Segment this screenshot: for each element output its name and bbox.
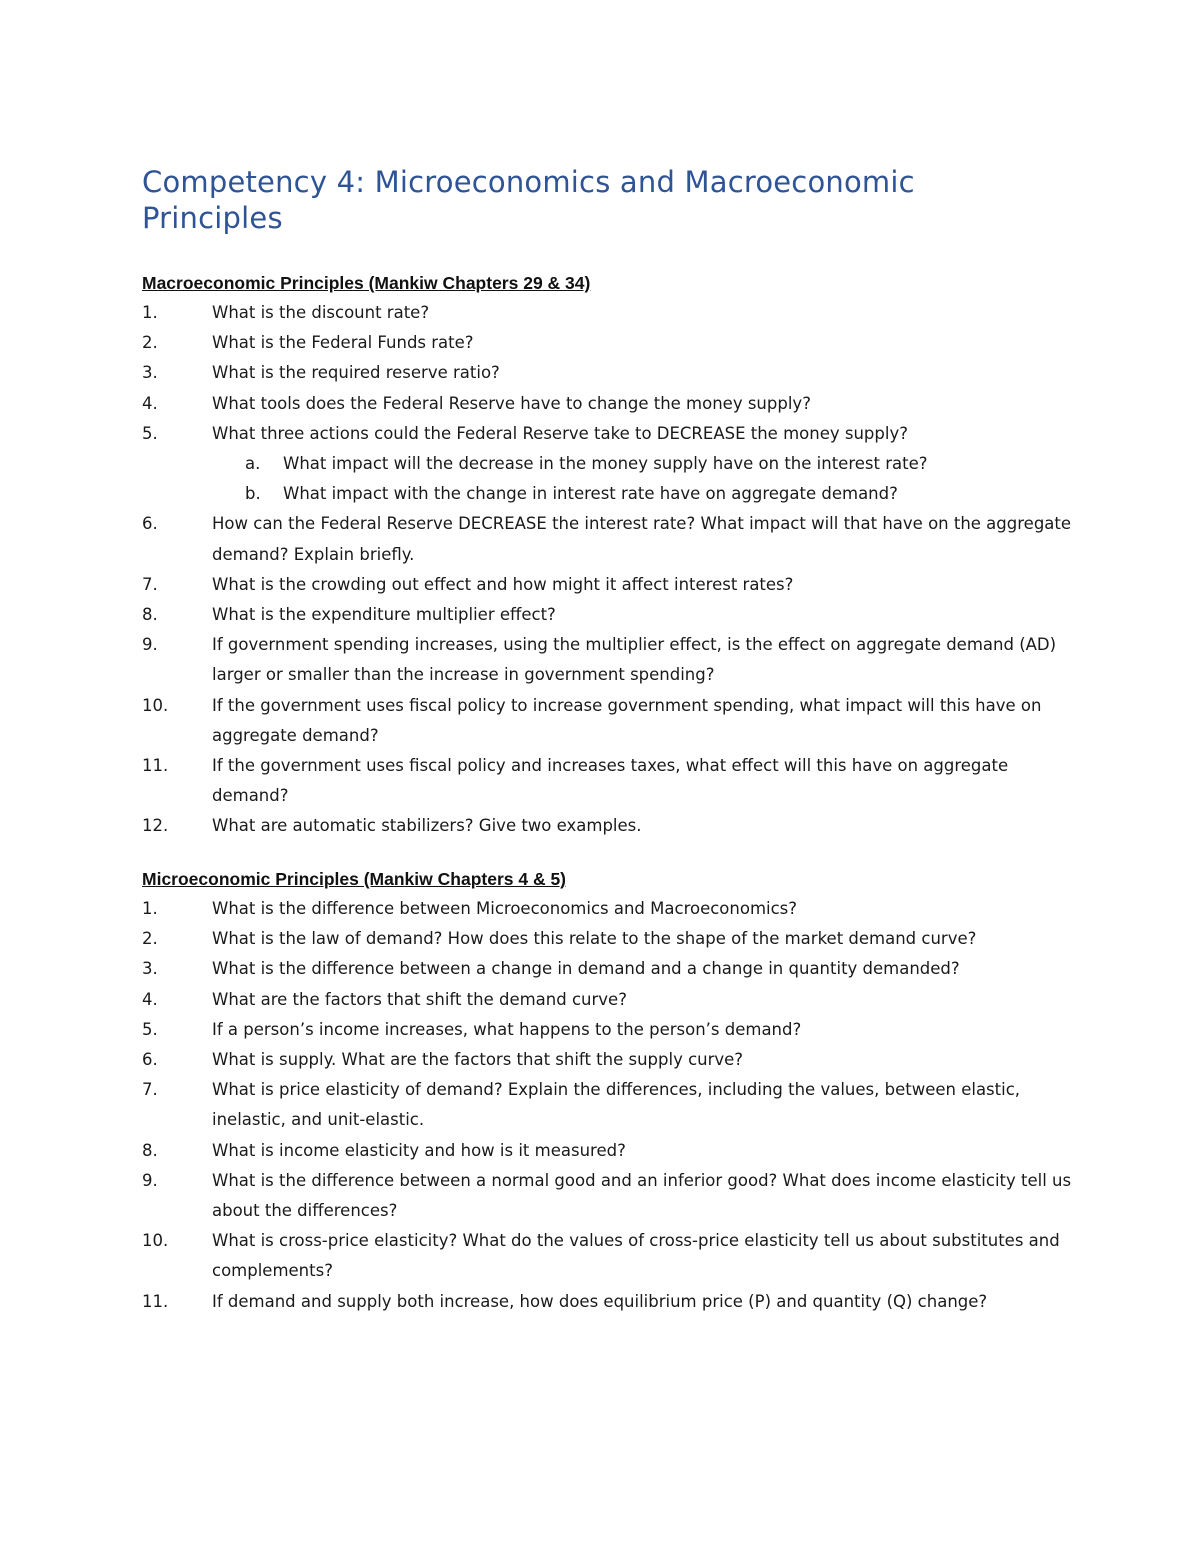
macro-section	[142, 268, 1072, 842]
list-item	[142, 1166, 1072, 1226]
item-text: What is price elasticity of demand? Explain the differences, including the values, between elastic, inelastic, and unit-elastic.	[212, 1080, 1021, 1130]
item-text: If the government uses fiscal policy to increase government spending, what impact will this have on aggregate demand?	[212, 695, 1042, 745]
item-number: 2.	[142, 333, 158, 353]
list-item	[142, 298, 1072, 328]
item-text: What tools does the Federal Reserve have to change the money supply?	[212, 393, 811, 413]
item-text: If demand and supply both increase, how does equilibrium price (P) and quantity (Q) change?	[212, 1291, 988, 1311]
item-number: 1.	[142, 899, 158, 918]
list-item	[142, 894, 1072, 924]
item-text: What is cross-price elasticity? What do the values of cross-price elasticity tell us about substitutes and complements?	[212, 1231, 1060, 1281]
item-text: What is the discount rate?	[212, 303, 430, 322]
list-item	[142, 1226, 1072, 1286]
list-item	[142, 358, 1072, 388]
list-item	[142, 419, 1072, 510]
sub-item-letter: a.	[245, 454, 261, 474]
item-number: 6.	[142, 514, 158, 534]
sub-list-item	[212, 479, 1072, 509]
item-text: What are the factors that shift the demand curve?	[212, 989, 627, 1009]
list-item	[142, 600, 1072, 630]
sub-item-text: What impact will the decrease in the money supply have on the interest rate?	[283, 454, 928, 474]
micro-section	[142, 864, 1072, 1317]
item-number: 10.	[142, 695, 169, 715]
item-number: 7.	[142, 1080, 158, 1100]
list-item	[142, 924, 1072, 954]
item-text: What is supply. What are the factors that shift the supply curve?	[212, 1050, 744, 1070]
list-item	[142, 751, 1072, 811]
item-text: What is the difference between Microeconomics and Macroeconomics?	[212, 899, 798, 918]
list-item	[142, 1136, 1072, 1166]
item-number: 3.	[142, 959, 158, 979]
macro-heading: Macroeconomic Principles (Mankiw Chapters 29 & 34)	[142, 273, 591, 293]
list-item	[142, 811, 1072, 841]
item-number: 8.	[142, 1140, 158, 1160]
item-number: 9.	[142, 1170, 158, 1190]
item-number: 4.	[142, 393, 158, 413]
list-item	[142, 389, 1072, 419]
item-number: 4.	[142, 989, 158, 1009]
list-item	[142, 1287, 1072, 1317]
macro-question-list	[142, 298, 1072, 842]
item-text: If government spending increases, using the multiplier effect, is the effect on aggregate demand (AD) larger or smaller than the increase in government spending?	[212, 635, 1057, 685]
item-text: If a person’s income increases, what happens to the person’s demand?	[212, 1019, 802, 1039]
sub-item-text: What impact with the change in interest rate have on aggregate demand?	[283, 484, 898, 504]
list-item	[142, 1015, 1072, 1045]
list-item	[142, 954, 1072, 984]
sub-list-item	[212, 449, 1072, 479]
list-item	[142, 509, 1072, 569]
item-number: 12.	[142, 816, 169, 836]
item-number: 6.	[142, 1050, 158, 1070]
item-text: What is income elasticity and how is it measured?	[212, 1140, 626, 1160]
item-number: 11.	[142, 1291, 169, 1311]
list-item	[142, 328, 1072, 358]
item-text: What is the difference between a change in demand and a change in quantity demanded?	[212, 959, 960, 979]
sub-item-letter: b.	[245, 484, 261, 504]
item-text: If the government uses fiscal policy and increases taxes, what effect will this have on aggregate demand?	[212, 756, 1009, 806]
item-number: 1.	[142, 303, 158, 322]
list-item	[142, 985, 1072, 1015]
list-item	[142, 1045, 1072, 1075]
micro-question-list	[142, 894, 1072, 1317]
item-text: What is the difference between a normal good and an inferior good? What does income elasticity tell us about the differences?	[212, 1170, 1072, 1221]
item-number: 5.	[142, 423, 158, 443]
list-item	[142, 1075, 1072, 1135]
list-item	[142, 630, 1072, 690]
item-text: What is the law of demand? How does this relate to the shape of the market demand curve?	[212, 929, 977, 949]
item-text: How can the Federal Reserve DECREASE the interest rate? What impact will that have on the aggregate demand? Explain briefly.	[212, 514, 1072, 564]
item-number: 2.	[142, 929, 158, 949]
item-number: 3.	[142, 363, 158, 383]
item-number: 7.	[142, 574, 158, 594]
item-text: What is the crowding out effect and how might it affect interest rates?	[212, 574, 794, 594]
item-number: 9.	[142, 635, 158, 655]
sub-question-list	[212, 449, 1072, 509]
item-number: 10.	[142, 1231, 169, 1251]
list-item	[142, 570, 1072, 600]
page-title: Competency 4: Microeconomics and Macroeconomic Principles	[142, 165, 915, 235]
item-number: 5.	[142, 1019, 158, 1039]
item-text: What are automatic stabilizers? Give two examples.	[212, 816, 642, 836]
item-text: What three actions could the Federal Reserve take to DECREASE the money supply?	[212, 423, 908, 443]
item-number: 8.	[142, 605, 158, 625]
item-text: What is the expenditure multiplier effect?	[212, 605, 556, 625]
micro-heading: Microeconomic Principles (Mankiw Chapters 4 & 5)	[142, 869, 566, 889]
item-text: What is the Federal Funds rate?	[212, 333, 474, 353]
item-text: What is the required reserve ratio?	[212, 363, 500, 383]
item-number: 11.	[142, 756, 169, 776]
list-item	[142, 691, 1072, 751]
